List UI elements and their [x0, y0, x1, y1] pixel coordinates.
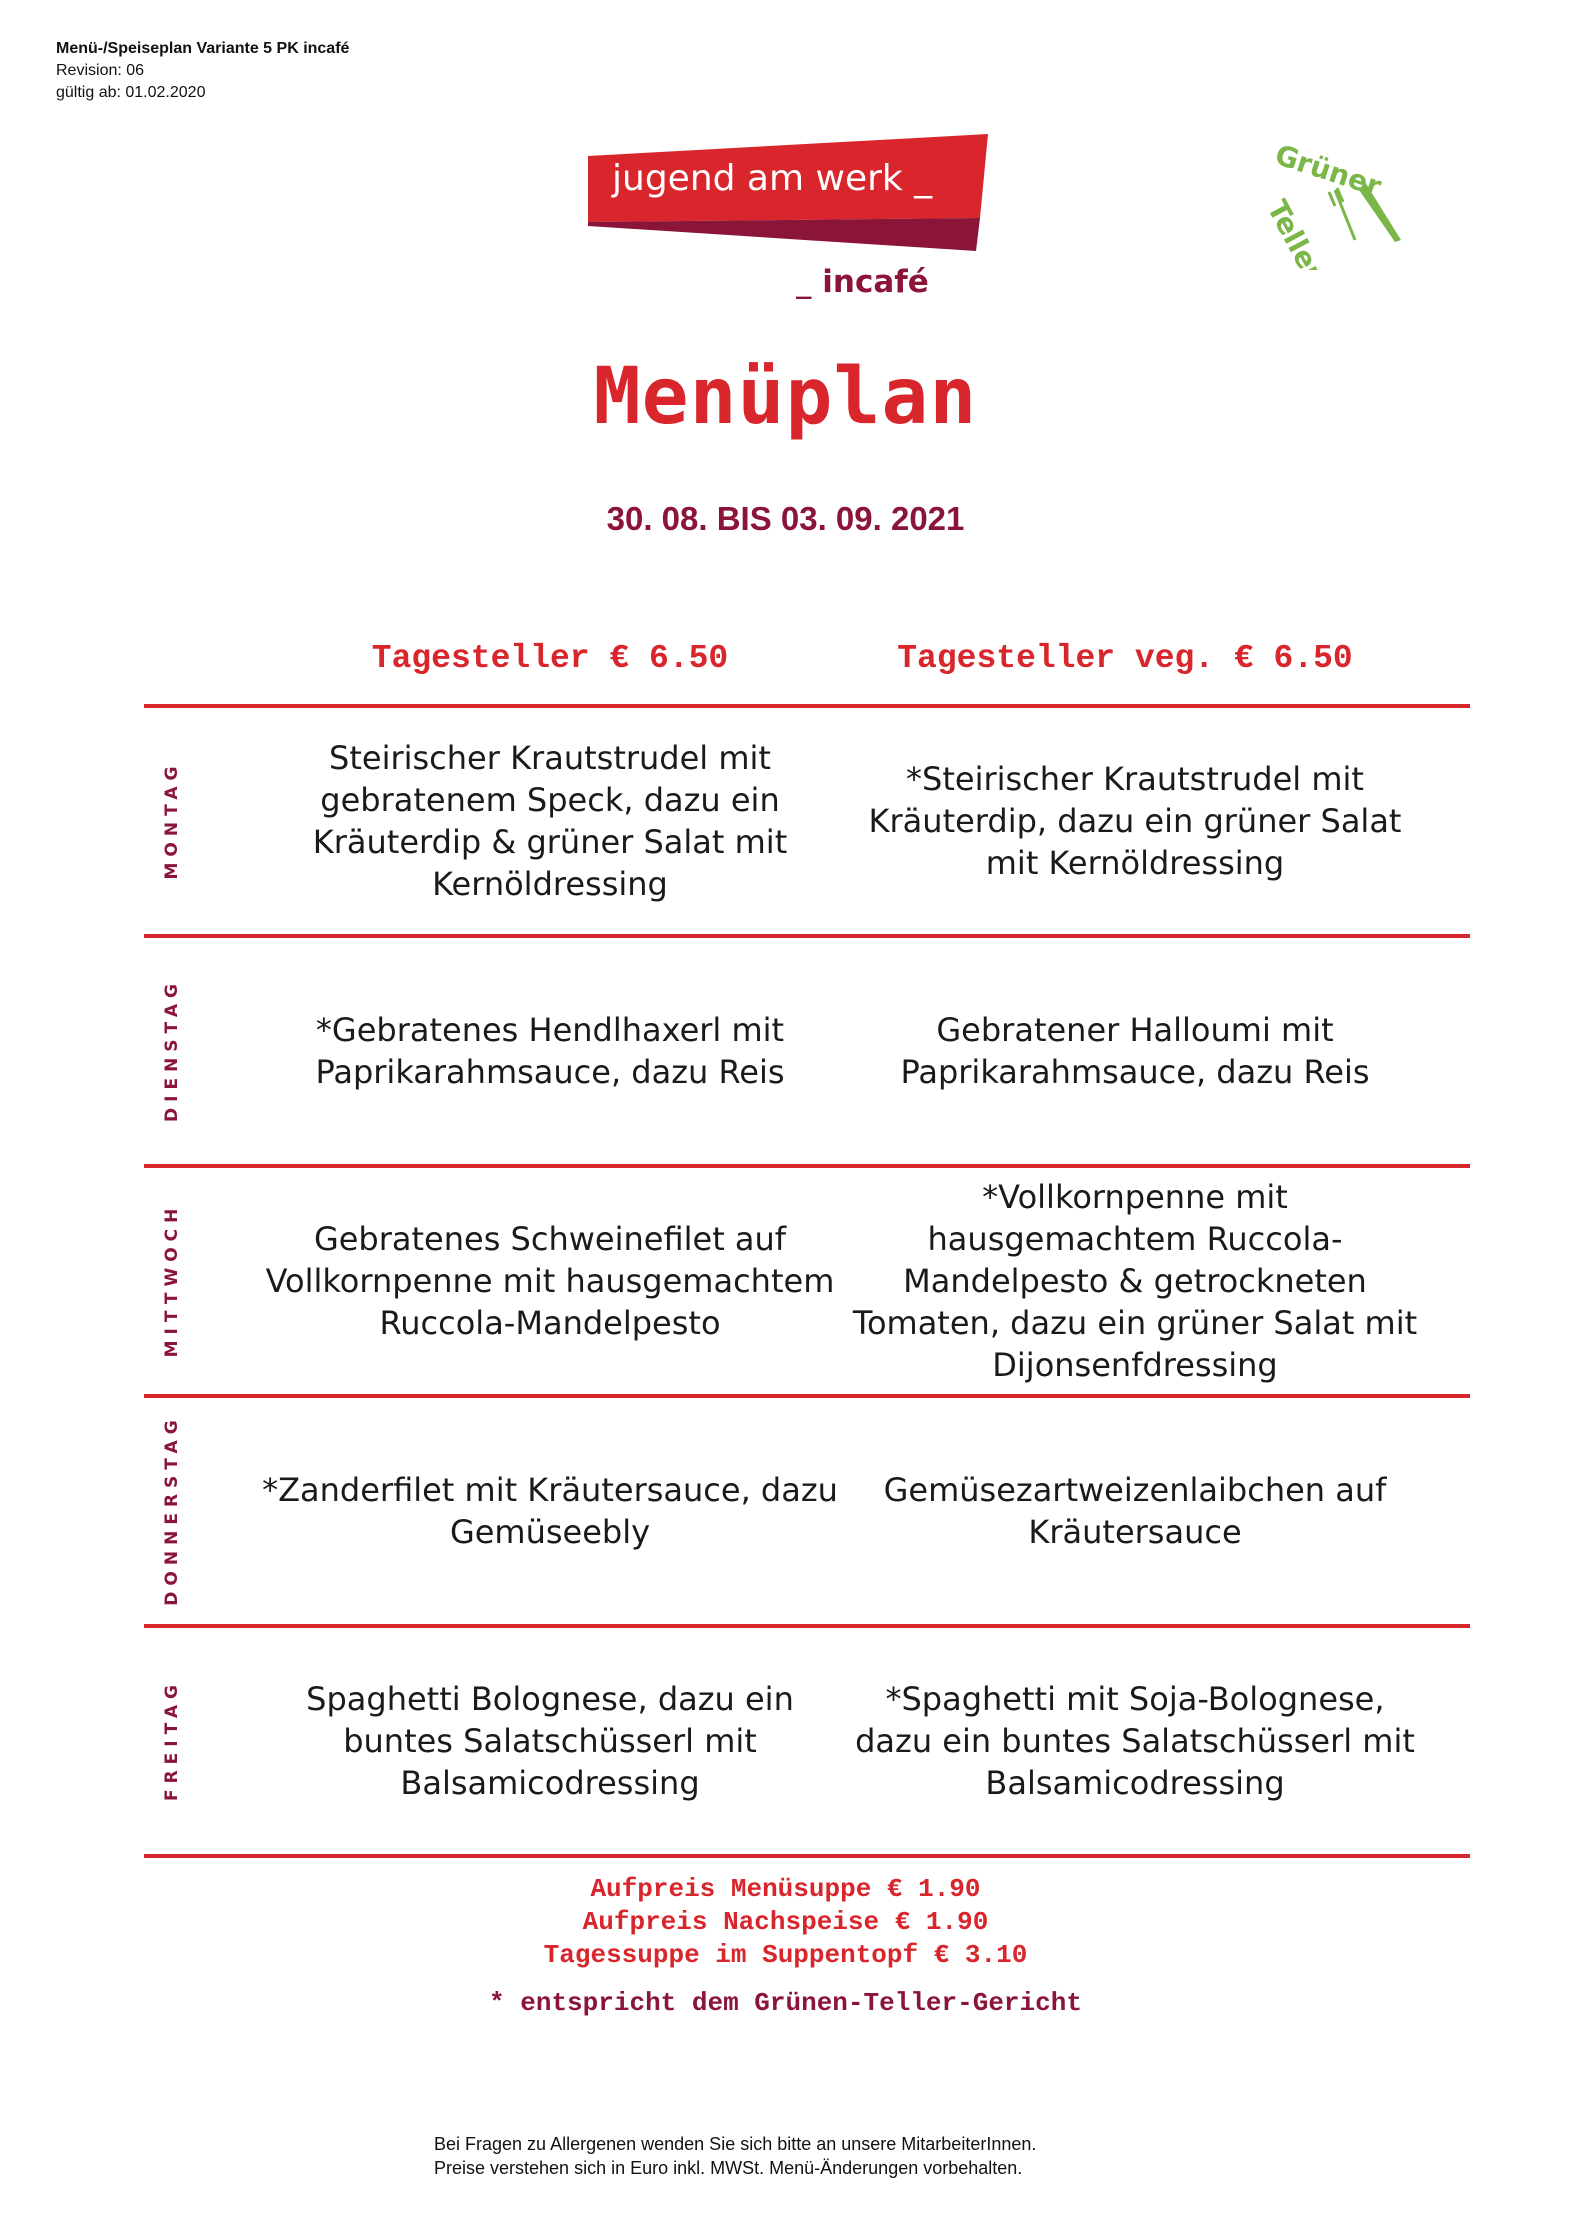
dish-montag-veg: *Steirischer Krautstrudel mit Kräuterdip, dazu ein grüner Salat mit Kernöldressing	[868, 760, 1402, 882]
page-title: Menüplan	[593, 352, 978, 442]
meta-valid-from: gültig ab: 01.02.2020	[56, 84, 206, 101]
jugend-am-werk-logo	[588, 134, 996, 299]
document-meta	[56, 38, 349, 104]
table-divider	[144, 1854, 1470, 1858]
brand-text: jugend am werk _	[612, 158, 933, 199]
surcharge-dessert: Aufpreis Nachspeise € 1.90	[582, 1907, 989, 1937]
day-label-freitag: FREITAG	[162, 1678, 182, 1802]
fork-icon	[1329, 188, 1355, 240]
surcharge-soup: Aufpreis Menüsuppe € 1.90	[590, 1874, 981, 1904]
dish-mittwoch-tagesteller: Gebratenes Schweinefilet auf Vollkornpenne mit hausgemachtem Ruccola-Mandelpesto	[265, 1220, 835, 1342]
date-range: 30. 08. BIS 03. 09. 2021	[606, 500, 965, 537]
day-label-mittwoch: MITTWOCH	[162, 1202, 182, 1358]
gruener-text: Grüner	[1271, 138, 1386, 204]
dish-montag-tagesteller: Steirischer Krautstrudel mit gebratenem Speck, dazu ein Kräuterdip & grüner Salat mit Kernöldressing	[312, 739, 788, 903]
column-header-tagesteller-veg: Tagesteller veg. € 6.50	[897, 640, 1353, 677]
day-label-donnerstag: DONNERSTAG	[162, 1414, 182, 1606]
knife-icon	[1359, 182, 1401, 242]
gruener-teller-logo	[1255, 130, 1415, 270]
column-header-tagesteller: Tagesteller € 6.50	[371, 640, 729, 677]
brand-sub: _ incafé	[796, 264, 929, 299]
footer-allergen-line: Bei Fragen zu Allergenen wenden Sie sich bitte an unsere MitarbeiterInnen.	[434, 2134, 1037, 2154]
surcharge-day-soup: Tagessuppe im Suppentopf € 3.10	[543, 1940, 1028, 1970]
dish-donnerstag-veg: Gemüsezartweizenlaibchen auf Kräutersauce	[883, 1471, 1387, 1551]
dish-freitag-tagesteller: Spaghetti Bolognese, dazu ein buntes Salatschüsserl mit Balsamicodressing	[306, 1680, 794, 1802]
dish-dienstag-tagesteller: *Gebratenes Hendlhaxerl mit Paprikarahmsauce, dazu Reis	[315, 1011, 785, 1091]
meta-revision: Revision: 06	[56, 62, 145, 79]
teller-text: Teller	[1260, 194, 1331, 270]
footer-note	[434, 2132, 1036, 2180]
dish-dienstag-veg: Gebratener Halloumi mit Paprikarahmsauce, dazu Reis	[900, 1011, 1370, 1091]
day-label-montag: MONTAG	[162, 760, 182, 880]
gruener-teller-note: * entspricht dem Grünen-Teller-Gericht	[489, 1988, 1082, 2018]
surcharge-list	[0, 1873, 1571, 1972]
day-label-dienstag: DIENSTAG	[162, 978, 182, 1122]
dish-mittwoch-veg: *Vollkornpenne mit hausgemachtem Ruccola-Mandelpesto & getrockneten Tomaten, dazu ein grüner Salat mit Dijonsenfdressing	[852, 1178, 1418, 1384]
dish-freitag-veg: *Spaghetti mit Soja-Bolognese, dazu ein buntes Salatschüsserl mit Balsamicodressing	[855, 1680, 1415, 1802]
dish-donnerstag-tagesteller: *Zanderfilet mit Kräutersauce, dazu Gemüseebly	[262, 1471, 838, 1551]
footer-price-line: Preise verstehen sich in Euro inkl. MWSt. Menü-Änderungen vorbehalten.	[434, 2158, 1023, 2178]
meta-title: Menü-/Speiseplan Variante 5 PK incafé	[56, 40, 350, 57]
